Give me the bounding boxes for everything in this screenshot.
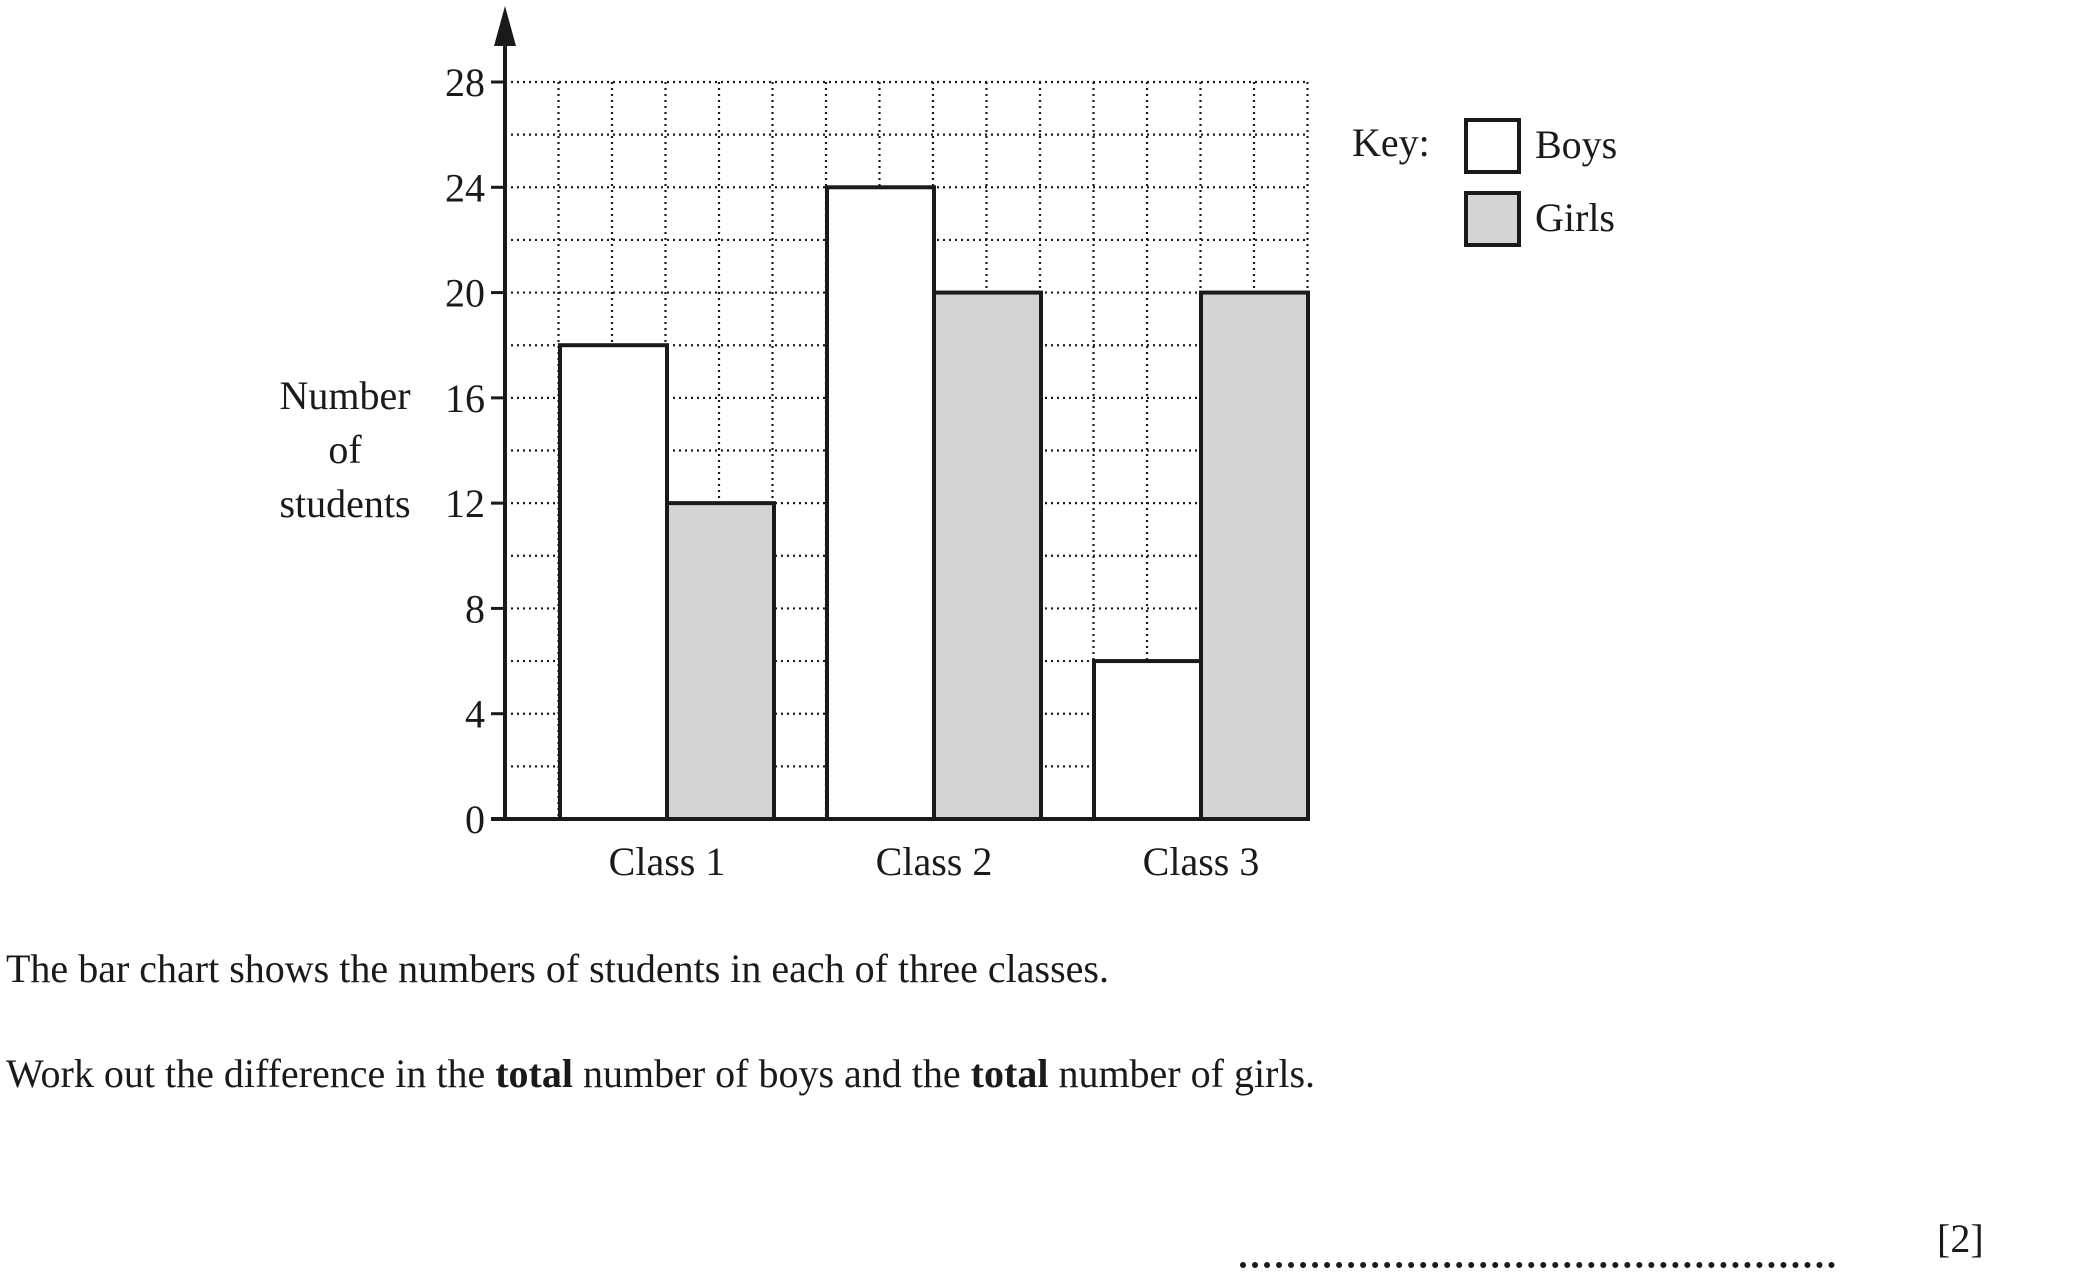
x-tick-label: Class 2 [875, 839, 993, 884]
emphasis-total: total [495, 1051, 573, 1096]
answer-line[interactable] [1240, 1262, 1835, 1268]
question-prompt [6, 1050, 1315, 1097]
bar-boys-class-2 [827, 187, 934, 819]
question-intro: The bar chart shows the numbers of students in each of three classes. [6, 946, 1109, 991]
x-tick-label: Class 1 [608, 839, 726, 884]
y-tick-label: 24 [445, 165, 485, 211]
bar-boys-class-3 [1094, 661, 1201, 819]
marks-label: [2] [1937, 1216, 1984, 1261]
question-text-part: Work out the difference in the [6, 1051, 496, 1096]
legend-label-boys: Boys [1535, 122, 1618, 167]
legend-swatch-girls [1466, 193, 1519, 245]
y-tick-label: 16 [445, 375, 485, 421]
y-axis-label: Number [279, 373, 411, 418]
y-tick-label: 20 [445, 270, 485, 316]
y-tick-label: 4 [465, 691, 485, 737]
bar-girls-class-2 [934, 293, 1041, 819]
bar-girls-class-3 [1201, 293, 1308, 819]
legend-swatch-boys [1466, 120, 1519, 172]
y-tick-label: 28 [445, 60, 485, 105]
emphasis-total: total [970, 1051, 1049, 1096]
y-tick-label: 0 [465, 797, 485, 842]
legend-label-girls: Girls [1535, 195, 1615, 240]
y-axis-label: students [279, 481, 411, 526]
y-tick-label: 12 [445, 481, 485, 527]
legend-title: Key: [1352, 120, 1430, 165]
y-tick-label: 8 [465, 586, 485, 632]
question-text-part: number of boys and the [572, 1051, 971, 1096]
question-text-part: number of girls. [1048, 1051, 1316, 1096]
y-axis-label: of [328, 427, 362, 472]
bar-girls-class-1 [667, 503, 774, 819]
bar-boys-class-1 [560, 345, 667, 819]
y-axis-arrow-icon [494, 6, 516, 46]
x-tick-label: Class 3 [1142, 839, 1260, 884]
